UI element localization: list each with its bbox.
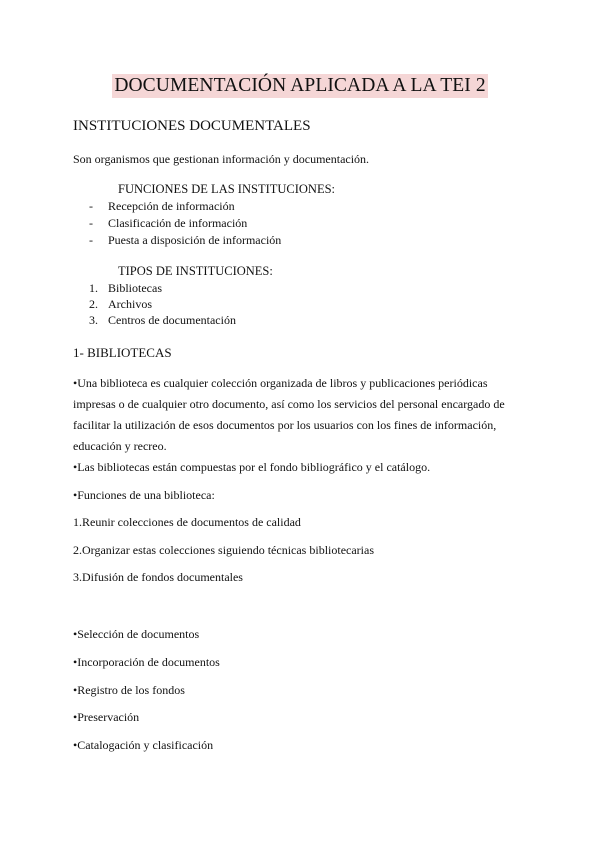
list-item-text: Puesta a disposición de información	[108, 233, 282, 247]
funciones-heading: FUNCIONES DE LAS INSTITUCIONES:	[118, 182, 336, 196]
numbered-item: 1.Reunir colecciones de documentos de calidad	[73, 515, 301, 529]
list-item-text: Centros de documentación	[108, 313, 236, 327]
list-item-text: Bibliotecas	[108, 281, 162, 295]
list-item-text: Clasificación de información	[108, 216, 248, 230]
list-marker: -	[89, 199, 93, 213]
list-marker: 1.	[89, 281, 98, 295]
bullet-item: •Incorporación de documentos	[73, 655, 220, 669]
page-title: DOCUMENTACIÓN APLICADA A LA TEI 2	[114, 75, 486, 96]
tipos-heading: TIPOS DE INSTITUCIONES:	[118, 264, 273, 278]
bibliotecas-composition: •Las bibliotecas están compuestas por el fondo bibliográfico y el catálogo.	[73, 460, 431, 474]
numbered-item: 2.Organizar estas colecciones siguiendo técnicas bibliotecarias	[73, 543, 374, 557]
list-marker: -	[89, 233, 93, 247]
intro-text: Son organismos que gestionan información y documentación.	[73, 152, 370, 166]
funciones-biblioteca-label: •Funciones de una biblioteca:	[73, 488, 215, 502]
bullet-item: •Preservación	[73, 710, 140, 724]
bullet-item: •Catalogación y clasificación	[73, 738, 214, 752]
bullet-item: •Registro de los fondos	[73, 683, 185, 697]
bibliotecas-definition: •Una biblioteca es cualquier colección organizada de libros y publicaciones periódicas impresas o de cualquier otro documento, así como los servicios del personal encargado de facilitar la utilización de esos documentos por los usuarios con los fines de información, educación y recreo.	[73, 376, 505, 453]
list-item-text: Recepción de información	[108, 199, 235, 213]
numbered-item: 3.Difusión de fondos documentales	[73, 570, 243, 584]
bullet-item: •Selección de documentos	[73, 627, 200, 641]
section-heading: INSTITUCIONES DOCUMENTALES	[73, 118, 311, 134]
bibliotecas-heading: 1- BIBLIOTECAS	[73, 345, 172, 360]
list-marker: 2.	[89, 297, 98, 311]
list-marker: -	[89, 216, 93, 230]
title-container	[0, 74, 600, 98]
list-item-text: Archivos	[108, 297, 152, 311]
list-marker: 3.	[89, 313, 98, 327]
